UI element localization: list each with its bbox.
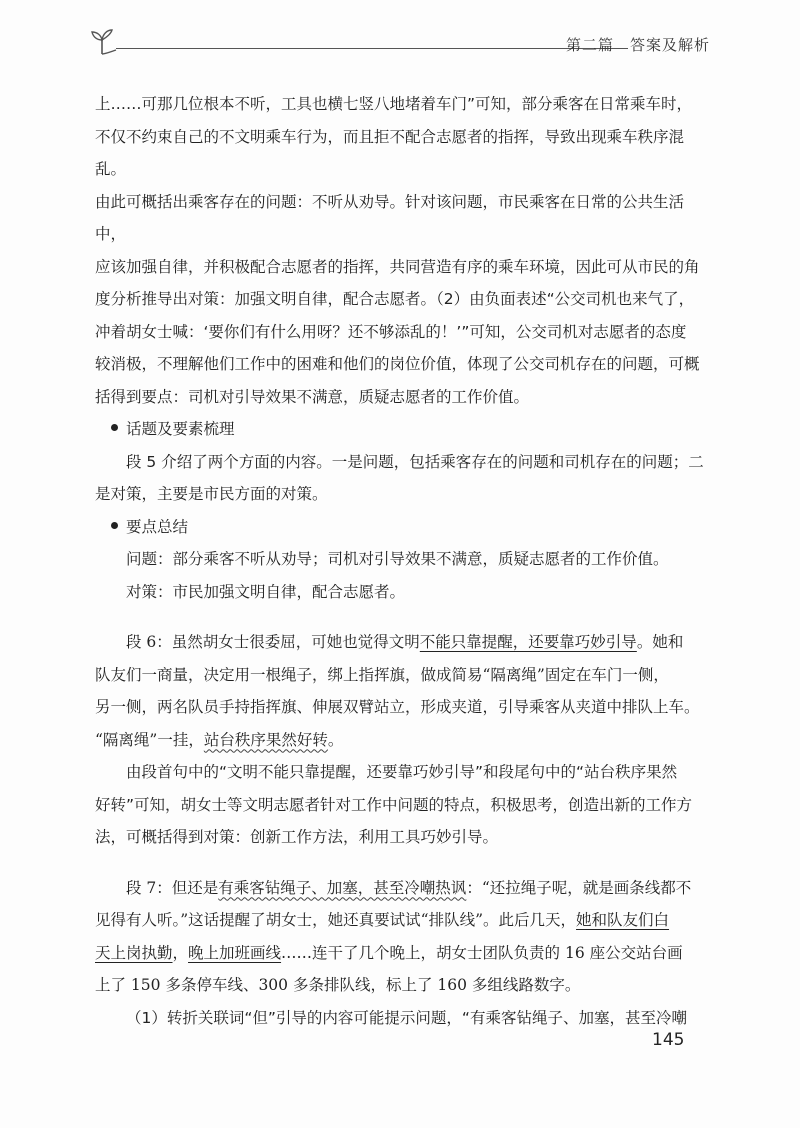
- summary-problem: 问题：部分乘客不听从劝导；司机对引导效果不满意，质疑志愿者的工作价值。: [126, 550, 669, 568]
- text-line: 上了 150 多条停车线、300 多条排队线，标上了 160 多组线路数字。: [95, 976, 581, 994]
- text-line: 法，可概括得到对策：创新工作方法，利用工具巧妙引导。: [95, 828, 499, 846]
- underlined-text: 晚上加班画线: [188, 943, 282, 962]
- text-line: （1）转折关联词“但”引导的内容可能提示问题，“有乘客钻绳子、加塞，甚至冷嘲: [126, 1008, 687, 1027]
- text-line: 括得到要点：司机对引导效果不满意，质疑志愿者的工作价值。: [95, 387, 530, 406]
- underlined-text: 她和队友们白: [576, 911, 670, 929]
- text-line: 好转”可知，胡女士等文明志愿者针对工作中问题的特点，积极思考，创造出新的工作方: [95, 795, 693, 814]
- section-title: 第二篇 答案及解析: [565, 36, 710, 54]
- bullet-heading-topic: 话题及要素梳理: [95, 413, 705, 446]
- text-line: 冲着胡女士喊：‘要你们有什么用呀？还不够添乱的！’”可知，公交司机对志愿者的态度: [95, 322, 687, 341]
- page-number: 145: [652, 1030, 685, 1050]
- text-line: “隔离绳”一挂，站台秩序果然好转。: [95, 730, 344, 749]
- text-line: 见得有人听。”这话提醒了胡女士，她还真要试试“排队线”。此后几天，她和队友们白: [95, 911, 670, 929]
- text-line: 段 7：但还是有乘客钻绳子、加塞，甚至冷嘲热讽：“还拉绳子呢，就是画条线都不: [126, 878, 692, 897]
- bullet-icon: [111, 424, 118, 431]
- text-line: 应该加强自律，并积极配合志愿者的指挥，共同营造有序的乘车环境，因此可从市民的角: [95, 257, 700, 276]
- text-line: 是对策，主要是市民方面的对策。: [95, 485, 328, 503]
- text-line: 度分析推导出对策：加强文明自律，配合志愿者。（2）由负面表述“公交司机也来气了，: [95, 290, 695, 308]
- paragraph-7: [95, 872, 705, 1002]
- header-rule: [116, 48, 628, 49]
- underlined-text: 天上岗执勤: [95, 943, 173, 962]
- text-line: 天上岗执勤，晚上加班画线……连干了几个晚上，胡女士团队负责的 16 座公交站台画: [95, 943, 683, 962]
- page-header: [90, 28, 710, 58]
- sprout-icon: [90, 28, 126, 58]
- text-line: 由段首句中的“文明不能只靠提醒，还要靠巧妙引导”和段尾句中的“站台秩序果然: [126, 763, 678, 781]
- text-line: 段 5 介绍了两个方面的内容。一是问题，包括乘客存在的问题和司机存在的问题；二: [126, 452, 704, 471]
- underlined-text: 有乘客钻绳子、加塞，甚至冷嘲热讽: [218, 878, 467, 897]
- text-line: 较消极，不理解他们工作中的困难和他们的岗位价值，体现了公交司机存在的问题，可概: [95, 355, 700, 373]
- underlined-text: 站台秩序果然好转: [203, 730, 328, 749]
- bullet-heading-summary: 要点总结: [95, 511, 705, 544]
- text-line: 另一侧，两名队员手持指挥旗、伸展双臂站立，形成夹道，引导乘客从夹道中排队上车。: [95, 698, 700, 716]
- paragraph-6: [95, 626, 705, 756]
- text-line: 上……可那几位根本不听，工具也横七竖八地堵着车门”可知，部分乘客在日常乘车时，: [95, 95, 693, 113]
- text-line: 不仅不约束自己的不文明乘车行为，而且拒不配合志愿者的指挥，导致出现乘车秩序混乱。: [95, 127, 685, 178]
- page-body: [95, 88, 705, 1034]
- underlined-text: 不能只靠提醒，还要靠巧妙引导: [419, 633, 637, 651]
- summary-measure: 对策：市民加强文明自律，配合志愿者。: [126, 582, 406, 601]
- bullet-icon: [111, 522, 118, 529]
- text-line: 由此可概括出乘客存在的问题：不听从劝导。针对该问题，市民乘客在日常的公共生活中，: [95, 192, 685, 243]
- text-line: 队友们一商量，决定用一根绳子，绑上指挥旗，做成简易“隔离绳”固定在车门一侧，: [95, 665, 669, 684]
- text-line: 段 6：虽然胡女士很委屈，可她也觉得文明不能只靠提醒，还要靠巧妙引导。她和: [126, 633, 684, 651]
